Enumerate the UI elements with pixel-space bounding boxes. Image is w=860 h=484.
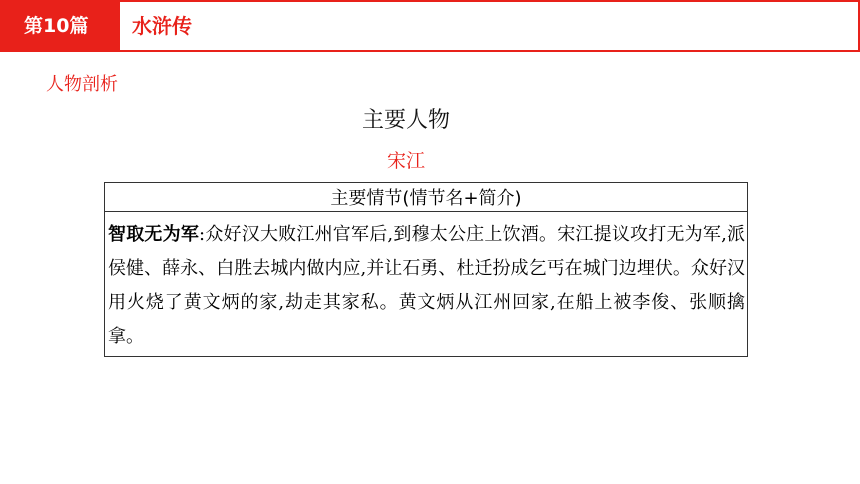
plot-cell	[105, 212, 748, 357]
table-header-row	[105, 183, 748, 212]
character-name: 宋江	[386, 150, 425, 172]
plot-name: 智取无为军	[108, 224, 200, 245]
book-title: 水浒传	[132, 14, 192, 38]
page-heading: 主要人物	[361, 108, 450, 133]
plot-separator: :	[199, 224, 206, 245]
column-header: 主要情节(情节名+简介)	[105, 183, 748, 212]
header-bar	[0, 0, 860, 52]
plot-table	[104, 182, 748, 357]
plot-summary: 众好汉大败江州官军后,到穆太公庄上饮酒。宋江提议攻打无为军,派侯健、薛永、白胜去城内做内应,并让石勇、杜迁扮成乞丐在城门边埋伏。众好汉用火烧了黄文炳的家,劫走其家私。黄文炳从江州回家,在船上被李俊、张顺擒拿。	[108, 224, 745, 347]
table-row	[105, 212, 748, 357]
chapter-label: 第10篇	[0, 0, 120, 52]
title-box	[120, 0, 860, 52]
section-label: 人物剖析	[46, 74, 118, 95]
